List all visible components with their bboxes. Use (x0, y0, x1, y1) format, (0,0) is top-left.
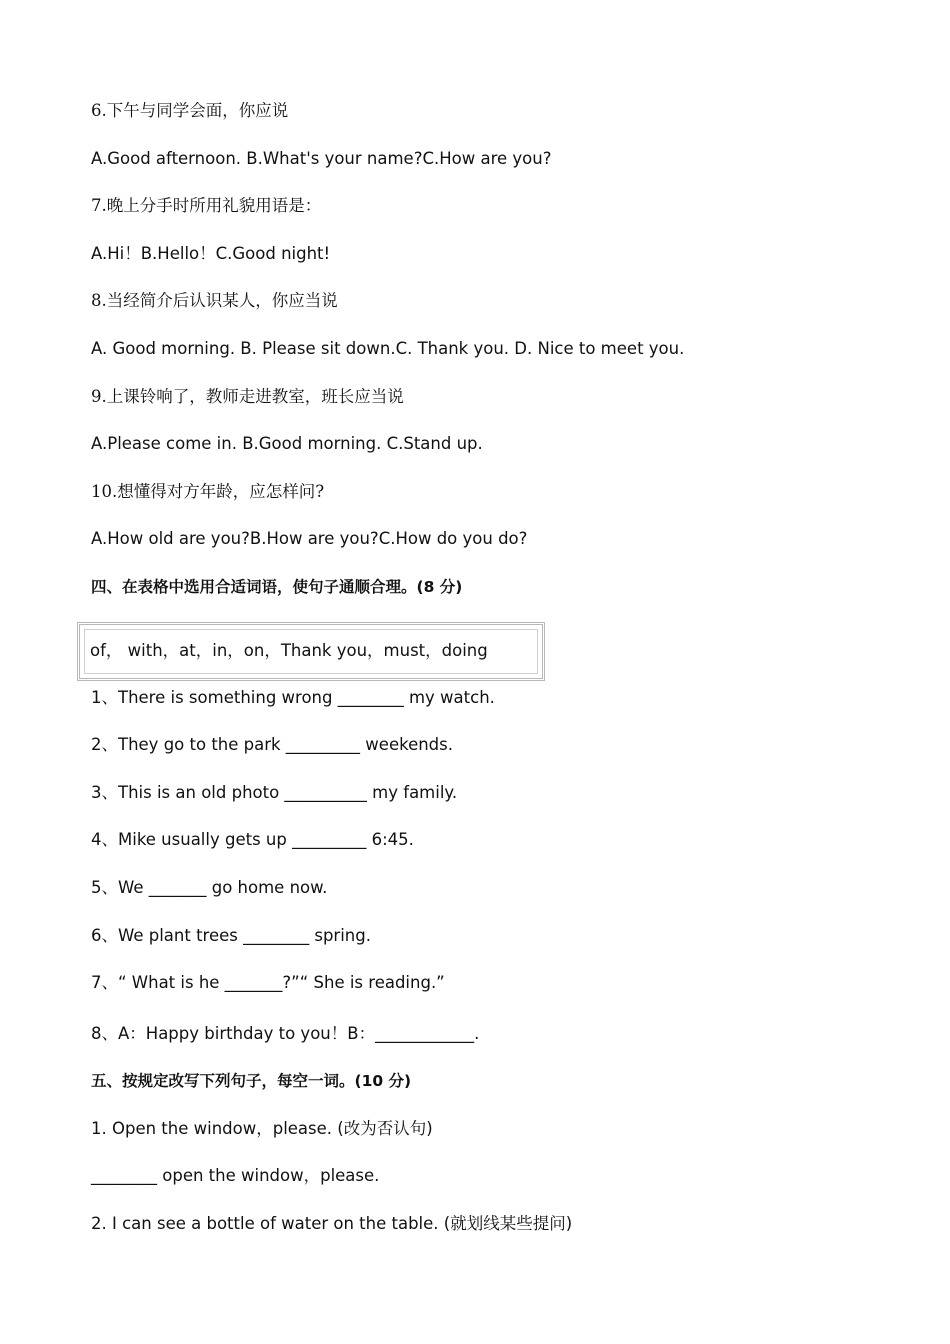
section-4-item-2: 2、They go to the park _________ weekends. (91, 735, 453, 754)
section-4-heading: 四、在表格中选用合适词语，使句子通顺合理。(8 分) (91, 578, 463, 596)
section-4-item-5: 5、We _______ go home now. (91, 878, 328, 897)
section-5-heading: 五、按规定改写下列句子，每空一词。(10 分) (91, 1072, 412, 1090)
question-10: 10.想懂得对方年龄，应怎样问? (91, 482, 325, 501)
section-4-item-1: 1、There is something wrong ________ my watch. (91, 688, 495, 707)
question-8: 8.当经简介后认识某人，你应当说 (91, 291, 338, 310)
question-7-options: A.Hi！B.Hello！C.Good night! (91, 244, 331, 263)
question-9-options: A.Please come in. B.Good morning. C.Stand up. (91, 434, 483, 453)
section-4-item-7: 7、“ What is he _______?”“ She is reading.” (91, 973, 445, 992)
question-6: 6.下午与同学会面，你应说 (91, 101, 289, 120)
section-4-item-3: 3、This is an old photo __________ my family. (91, 783, 458, 802)
section-5-item-1-answer: ________ open the window，please. (91, 1166, 380, 1185)
question-8-options: A. Good morning. B. Please sit down.C. Thank you. D. Nice to meet you. (91, 339, 685, 358)
word-bank-text: of， with，at，in，on，Thank you，must，doing (90, 641, 488, 660)
question-9: 9.上课铃响了，教师走进教室，班长应当说 (91, 387, 404, 406)
question-7: 7.晚上分手时所用礼貌用语是： (91, 196, 322, 215)
word-bank-box (77, 622, 545, 681)
question-10-options: A.How old are you?B.How are you?C.How do you do? (91, 529, 528, 548)
section-4-item-6: 6、We plant trees ________ spring. (91, 926, 371, 945)
section-4-item-8: 8、A：Happy birthday to you！B：____________. (91, 1024, 480, 1043)
question-6-options: A.Good afternoon. B.What's your name?C.How are you? (91, 149, 552, 168)
section-5-item-1: 1. Open the window，please. (改为否认句) (91, 1119, 433, 1138)
section-4-item-4: 4、Mike usually gets up _________ 6:45. (91, 830, 414, 849)
section-5-item-2: 2. I can see a bottle of water on the table. (就划线某些提问) (91, 1214, 573, 1233)
